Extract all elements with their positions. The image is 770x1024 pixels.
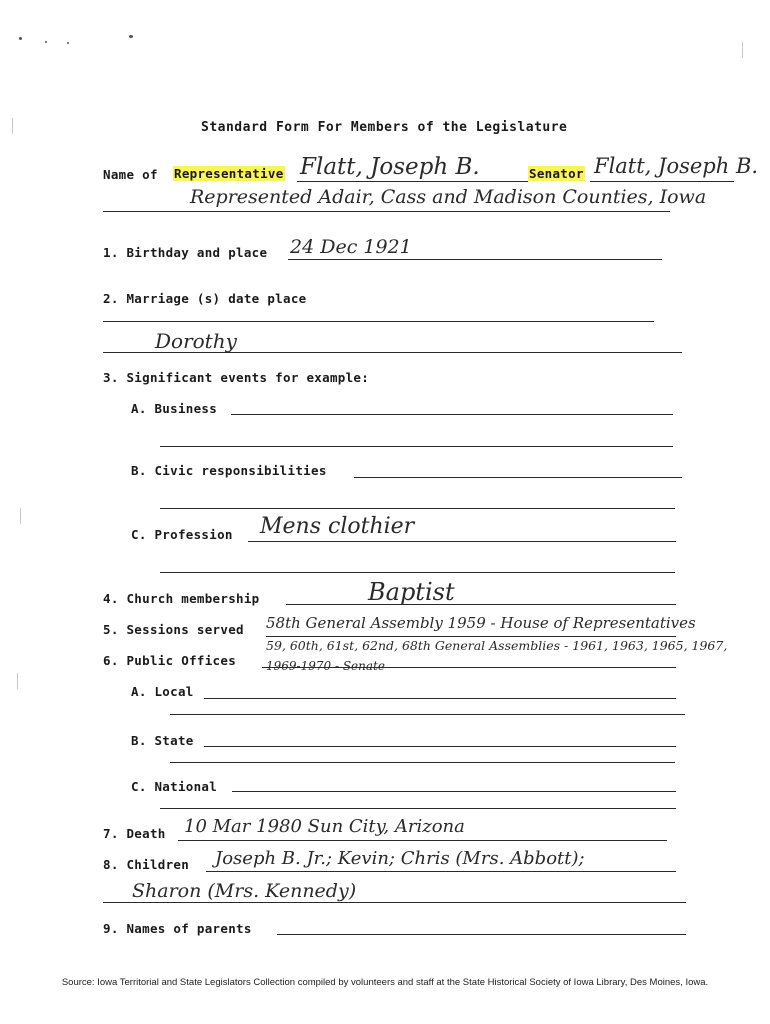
represented-counties-handwritten: Represented Adair, Cass and Madison Counties, Iowa <box>190 186 707 208</box>
public-offices-line <box>262 667 676 668</box>
civic-label: B. Civic responsibilities <box>131 463 327 478</box>
children-line-1 <box>206 871 676 872</box>
business-line-1 <box>231 414 673 415</box>
public-offices-label: 6. Public Offices <box>103 653 237 668</box>
children-line-2 <box>103 902 686 903</box>
children-handwritten-line2: Sharon (Mrs. Kennedy) <box>132 880 357 902</box>
name-of-label: Name of <box>103 167 158 182</box>
death-label: 7. Death <box>103 826 166 841</box>
marriage-line-1 <box>103 321 654 322</box>
local-label: A. Local <box>131 684 194 699</box>
source-footer: Source: Iowa Territorial and State Legislators Collection compiled by volunteers and staff at the State Historical Society of Iowa Library, Des Moines, Iowa. <box>61 977 709 988</box>
scan-speck <box>67 42 69 44</box>
senator-name-handwritten: Flatt, Joseph B. <box>594 154 759 178</box>
profession-label: C. Profession <box>131 527 233 542</box>
state-line-2 <box>170 762 675 763</box>
scan-edge-mark <box>12 118 13 134</box>
civic-line-2 <box>160 508 675 509</box>
parents-label: 9. Names of parents <box>103 921 252 936</box>
state-line-1 <box>204 746 676 747</box>
parents-line <box>277 934 686 935</box>
representative-line <box>297 181 528 182</box>
church-label: 4. Church membership <box>103 591 260 606</box>
scan-edge-mark <box>20 508 21 524</box>
form-title: Standard Form For Members of the Legislature <box>201 120 568 135</box>
birthday-line <box>288 259 662 260</box>
representative-label: Representative <box>174 166 284 181</box>
business-line-2 <box>160 446 673 447</box>
church-line <box>286 604 676 605</box>
senator-label: Senator <box>529 166 584 181</box>
name-continuation-line <box>103 211 670 212</box>
children-handwritten-line1: Joseph B. Jr.; Kevin; Chris (Mrs. Abbott); <box>215 848 585 869</box>
business-label: A. Business <box>131 401 218 416</box>
profession-line-2 <box>160 572 675 573</box>
sessions-handwritten-line3: 1969-1970 - Senate <box>266 659 385 673</box>
birthday-handwritten: 24 Dec 1921 <box>290 236 412 258</box>
sessions-line <box>266 636 676 637</box>
scan-speck <box>19 37 22 40</box>
scan-speck <box>45 41 47 43</box>
significant-events-label: 3. Significant events for example: <box>103 370 370 385</box>
church-handwritten: Baptist <box>368 578 455 606</box>
sessions-handwritten-line2: 59, 60th, 61st, 62nd, 68th General Assemblies - 1961, 1963, 1965, 1967, <box>266 638 728 653</box>
national-line-2 <box>160 808 676 809</box>
scan-speck <box>129 35 133 38</box>
profession-line-1 <box>248 541 676 542</box>
national-line-1 <box>232 791 676 792</box>
spouse-handwritten: Dorothy <box>155 329 237 353</box>
national-label: C. National <box>131 779 218 794</box>
profession-handwritten: Mens clothier <box>260 514 415 539</box>
representative-name-handwritten: Flatt, Joseph B. <box>300 154 480 180</box>
birthday-label: 1. Birthday and place <box>103 245 268 260</box>
death-line <box>178 840 667 841</box>
state-label: B. State <box>131 733 194 748</box>
local-line-2 <box>170 714 685 715</box>
marriage-label: 2. Marriage (s) date place <box>103 291 307 306</box>
scan-edge-mark <box>17 673 18 689</box>
scan-edge-mark <box>742 42 743 58</box>
senator-line <box>590 181 734 182</box>
sessions-label: 5. Sessions served <box>103 622 244 637</box>
local-line-1 <box>204 698 676 699</box>
death-handwritten: 10 Mar 1980 Sun City, Arizona <box>184 816 465 837</box>
children-label: 8. Children <box>103 857 190 872</box>
civic-line-1 <box>354 477 682 478</box>
sessions-handwritten-line1: 58th General Assembly 1959 - House of Representatives <box>266 614 696 632</box>
